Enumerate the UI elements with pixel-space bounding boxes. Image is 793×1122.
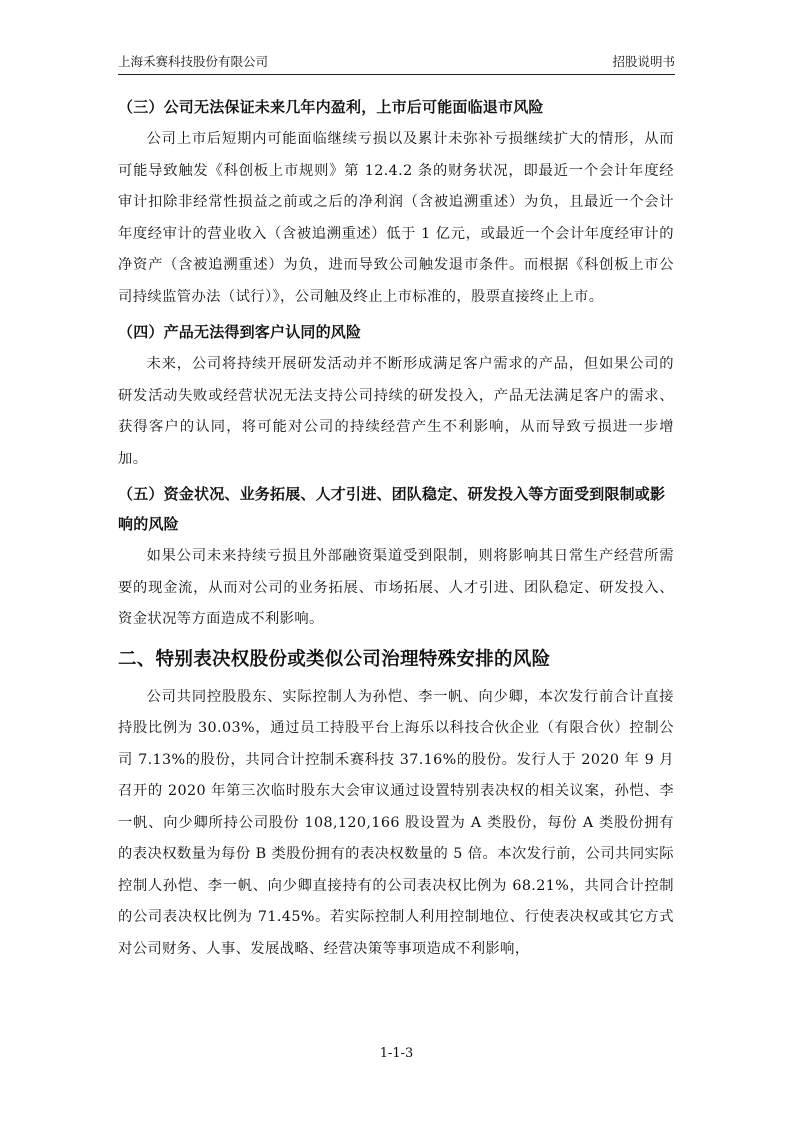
section-heading-3: （三）公司无法保证未来几年内盈利，上市后可能面临退市风险 (118, 98, 544, 116)
section-4-paragraph: 未来，公司将持续开展研发活动并不断形成满足客户需求的产品，但如果公司的研发活动失败或经营状况无法支持公司持续的研发投入，产品无法满足客户的需求、获得客户的认同，将可能对公司的持续经营产生不利影响，从而导致亏损进一步增加。 (118, 356, 674, 467)
page-header (118, 52, 675, 72)
header-divider (118, 74, 675, 75)
section-3-paragraph: 公司上市后短期内可能面临继续亏损以及累计未弥补亏损继续扩大的情形，从而可能导致触发《科创板上市规则》第 12.4.2 条的财务状况，即最近一个会计年度经审计扣除非经常性损益之前或之后的净利润（含被追溯重述）为负，且最近一个会计年度经审计的营业收入（含被追溯重述）低于 1 亿元，或最近一个会计年度经审计的净资产（含被追溯重述）为负，进而导致公司触发退市条件。而根据《科创板上市公司持续监管办法（试行）》，公司触及终止上市标准的，股票直接终止上市。 (118, 131, 674, 305)
section-heading-5: （五）资金状况、业务拓展、人才引进、团队稳定、研发投入等方面受到限制或影响的风险 (118, 485, 666, 533)
page-number: 1-1-3 (379, 1046, 414, 1061)
header-company-name: 上海禾赛科技股份有限公司 (118, 54, 269, 69)
section-5-paragraph: 如果公司未来持续亏损且外部融资渠道受到限制，则将影响其日常生产经营所需要的现金流，从而对公司的业务拓展、市场拓展、人才引进、团队稳定、研发投入、资金状况等方面造成不利影响。 (118, 548, 674, 627)
part-2-heading: 二、特别表决权股份或类似公司治理特殊安排的风险 (118, 648, 551, 670)
header-document-type: 招股说明书 (612, 54, 675, 69)
document-body (118, 92, 674, 969)
section-heading-4: （四）产品无法得到客户认同的风险 (118, 323, 362, 341)
part-2-paragraph: 公司共同控股股东、实际控制人为孙恺、李一帆、向少卿，本次发行前合计直接持股比例为 30.03%，通过员工持股平台上海乐以科技合伙企业（有限合伙）控制公司 7.13%的股份，共同合计控制禾赛科技 37.16%的股份。发行人于 2020 年 9 月召开的 2020 年第三次临时股东大会审议通过设置特别表决权的相关议案，孙恺、李一帆、向少卿所持公司股份 108,120,166 股设置为 A 类股份，每份 A 类股份拥有的表决权数量为每份 B 类股份拥有的表决权数量的 5 倍。本次发行前，公司共同实际控制人孙恺、李一帆、向少卿直接持有的公司表决权比例为 68.21%，共同合计控制的公司表决权比例为 71.45%。若实际控制人利用控制地位、行使表决权或其它方式对公司财务、人事、发展战略、经营决策等事项造成不利影响， (118, 688, 674, 957)
